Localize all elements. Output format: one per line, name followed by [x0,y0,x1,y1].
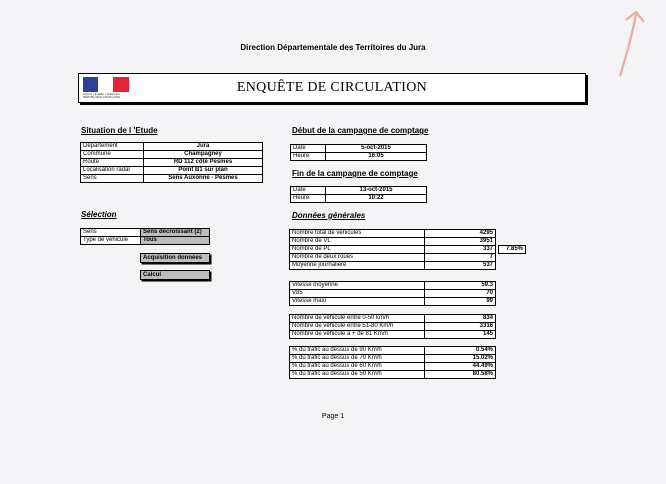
selection-table [80,228,210,245]
debut-table [290,144,427,161]
vehicle-type-select[interactable]: Tous [141,237,210,245]
selection-section-title: Sélection [81,210,117,219]
table-row: Commune Champagney [81,151,263,159]
table-row: Moyenne journalière 537 [290,262,496,270]
fin-table [290,186,427,203]
table-row: % du trafic au dessus de 50 Km/h 80.58% [290,371,496,379]
table-row: Type de véhicule Tous [81,237,210,245]
counts-table [289,229,496,270]
table-row: Heure 16:05 [291,153,427,161]
debut-section-title: Début de la campagne de comptage [292,126,429,135]
page-number: Page 1 [321,413,345,420]
table-row: Nombre de deux roues 7 [290,254,496,262]
table-row: Nombre de véhicule entre 0-50 km/h 834 [290,315,496,323]
table-row: Nombre de véhicule entre 51-80 Km/h 3316 [290,323,496,331]
table-row: % du trafic au dessus de 90 Km/h 0.54% [290,347,496,355]
table-row: Nombre total de véhicules 4295 [290,230,496,238]
table-row: Sens Sens Auxonne - Pesmes [81,175,263,183]
donnees-section-title: Données générales [292,211,366,220]
table-row: V85 70 [290,290,496,298]
table-row: Date 5-oct-2015 [291,145,427,153]
department-header: Direction Départementale des Territoires du Jura [240,43,426,52]
table-row: Date 13-oct-2015 [291,187,427,195]
calcul-button[interactable]: Calcul [140,270,210,280]
table-row: Département Jura [81,143,263,151]
situation-section-title: Situation de l 'Etude [81,126,158,135]
traffic-percent-table [289,346,496,379]
table-row: Vitesse maxi 99 [290,298,496,306]
annotation-arrow-icon [612,6,652,78]
survey-banner [78,73,586,103]
speed-table [289,281,496,306]
table-row: Localisation radar Point B1 sur plan [81,167,263,175]
table-row: Vitesse moyenne 59.3 [290,282,496,290]
table-row: Sens Sens décroissant (2) [81,229,210,237]
table-row: Route RD 112 côté Pesmes [81,159,263,167]
fin-section-title: Fin de la campagne de comptage [292,169,418,178]
situation-table [80,142,263,183]
table-row: Nombre de véhicule à + de 81 Km/h 145 [290,331,496,339]
table-row: Heure 10:22 [291,195,427,203]
table-row: Nombre de VL 3951 [290,238,496,246]
speed-range-table [289,314,496,339]
table-row: % du trafic au dessus de 60 Km/h 44.49% [290,363,496,371]
table-row: Nombre de PL 337 [290,246,496,254]
pl-percent-value: 7.85% [498,245,526,254]
acquisition-button[interactable]: Acquisition données [140,253,210,263]
table-row: % du trafic au dessus de 70 Km/h 15.02% [290,355,496,363]
sens-select[interactable]: Sens décroissant (2) [141,229,210,237]
republic-logo-icon: Liberté • Égalité • Fraternité RÉPUBLIQUE FRANÇAISE [83,77,129,99]
page-title: ENQUÊTE DE CIRCULATION [236,80,428,95]
